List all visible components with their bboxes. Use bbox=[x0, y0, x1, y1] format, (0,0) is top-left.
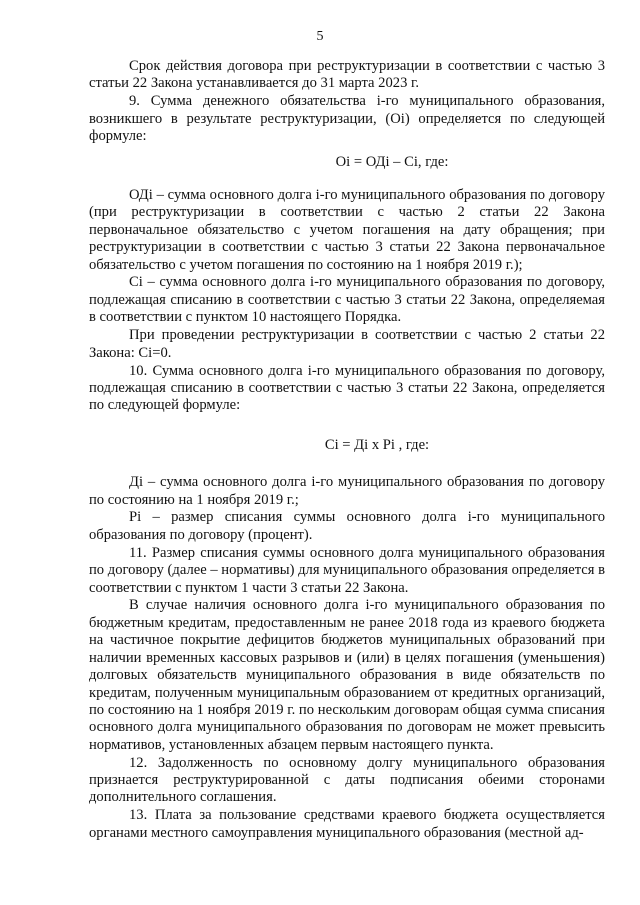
formula: Oi = ОДi – Сi, где: bbox=[335, 153, 449, 170]
paragraph: 13. Плата за пользование средствами краевого бюджета осуществляется органами местного самоуправления муниципального образования (местной ад- bbox=[89, 807, 605, 841]
paragraph: В случае наличия основного долга i-го муниципального образования по бюджетным кредитам, предоставленным не ранее 2018 года из краевого бюджета на частичное покрытие дефицитов бюджетов муниципальных образований при наличии временных кассовых разрывов и (или) в целях погашения (уменьшения) долговых обязательств муниципального образования в виде обязательств по кредитам, полученным муниципальным образованием от кредитных организаций, по состоянию на 1 ноября 2019 г. по нескольким договорам общая сумма списания основного долга муниципального образования по договорам не может превысить нормативов, установленных абзацем первым настоящего пункта. bbox=[89, 597, 605, 753]
paragraph: 9. Сумма денежного обязательства i-го муниципального образования, возникшего в результате реструктуризации, (Oi) определяется по следующей формуле: bbox=[89, 93, 605, 145]
document-body bbox=[89, 58, 605, 842]
paragraph: 10. Сумма основного долга i-го муниципального образования по договору, подлежащая списанию в соответствии с частью 3 статьи 22 Закона, определяется по следующей формуле: bbox=[89, 362, 605, 414]
paragraph: 12. Задолженность по основному долгу муниципального образования признается реструктурированной с даты подписания обеими сторонами дополнительного соглашения. bbox=[89, 754, 605, 806]
paragraph: 11. Размер списания суммы основного долга муниципального образования по договору (далее – нормативы) для муниципального образования определяется в соответствии с пунктом 1 части 3 статьи 22 Закона. bbox=[89, 544, 605, 596]
paragraph: Рi – размер списания суммы основного долга i-го муниципального образования по договору (процент). bbox=[89, 509, 605, 543]
paragraph: Дi – сумма основного долга i-го муниципального образования по договору по состоянию на 1 ноября 2019 г.; bbox=[89, 474, 605, 508]
paragraph: При проведении реструктуризации в соответствии с частью 2 статьи 22 Закона: Сi=0. bbox=[89, 327, 605, 361]
formula: Сi = Дi x Рi , где: bbox=[324, 436, 430, 453]
paragraph: Срок действия договора при реструктуризации в соответствии с частью 3 статьи 22 Закона устанавливается до 31 марта 2023 г. bbox=[89, 58, 605, 92]
paragraph: Сi – сумма основного долга i-го муниципального образования по договору, подлежащая списанию в соответствии с частью 3 статьи 22 Закона, определяемая в соответствии с пунктом 10 настоящего Порядка. bbox=[89, 274, 605, 326]
page-number: 5 bbox=[316, 29, 324, 44]
paragraph: ОДi – сумма основного долга i-го муниципального образования по договору (при реструктуризации в соответствии с частью 2 статьи 22 Закона первоначальное обязательство с учетом погашения на дату обращения; при реструктуризации в соответствии с частью 3 статьи 22 Закона первоначальное обязательство с учетом погашения по состоянию на 1 ноября 2019 г.); bbox=[89, 186, 605, 273]
